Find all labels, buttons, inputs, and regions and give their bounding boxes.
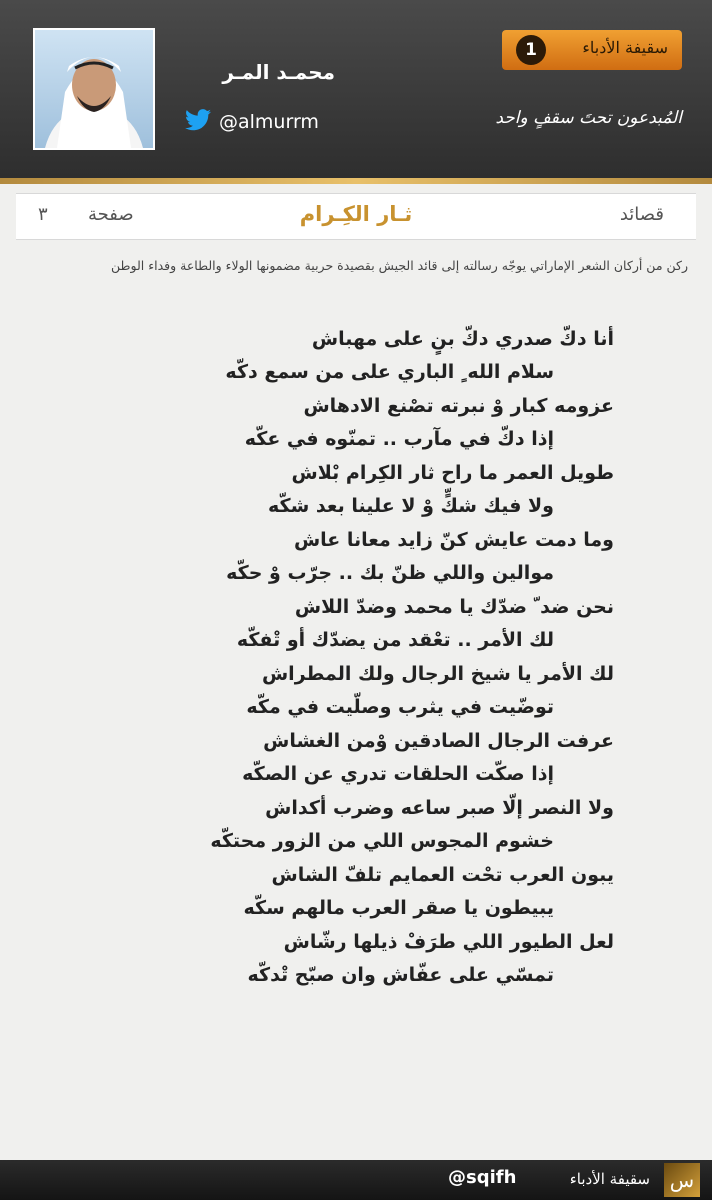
verse-line: لك الأمر يا شيخ الرجال ولك المطراش [261, 663, 614, 685]
footer-site-name: سقيفة الأدباء [569, 1170, 650, 1188]
verse-line: يبون العرب تحْت العمايم تلفّ الشاش [271, 864, 614, 886]
site-slogan: المُبدعون تحتَ سقفٍ واحد [495, 108, 682, 128]
page-number: ٣ [38, 204, 48, 225]
site-logo-icon: س [664, 1163, 700, 1197]
author-name: محمـد المـر [222, 60, 335, 84]
verse-line: لك الأمر .. تعْقد من يضدّك أو تْفكّه [236, 629, 554, 651]
verse-line: موالين واللي ظنّ بك .. جرّب وْ حكّه [226, 562, 554, 584]
author-photo [33, 28, 155, 150]
verse-line: لعل الطيور اللي طرَفْ ذيلها رشّاش [283, 931, 614, 953]
verse-line: ولا النصر إلّا صبر ساعه وضرب أكداش [265, 797, 614, 819]
badge-number: 1 [516, 35, 546, 65]
verse-line: توضّيت في يثرب وصلّيت في مكّه [246, 696, 554, 718]
verse-line: إذا دكّ في مآرب .. تمنّوه في عكّه [244, 428, 554, 450]
verse-line: تمسّي على عفّاش وان صبّح تْدكّه [247, 964, 554, 986]
twitter-handle: @almurrm [219, 111, 319, 133]
verse-line: وما دمت عايش كنّ زايد معانا عاش [293, 529, 614, 551]
poem-description: ركن من أركان الشعر الإماراتي يوجّه رسالته إلى قائد الجيش بقصيدة حربية مضمونها الولاء والطاعة وفداء الوطن [111, 258, 688, 273]
page-label: صفحة [88, 204, 134, 225]
site-badge [502, 30, 682, 70]
title-bar [16, 193, 696, 240]
category-label: قصائد [619, 204, 664, 225]
verse-line: أنا دكّ صدري دكّ بنٍ على مهباش [311, 328, 614, 350]
footer-bar [0, 1160, 712, 1200]
twitter-bird-icon [185, 109, 211, 135]
twitter-handle-row[interactable] [185, 108, 319, 136]
verse-line: عرفت الرجال الصادقين وْمن الغشاش [263, 730, 614, 752]
verse-line: ولا فيك شكٍّ وْ لا علينا بعد شكّه [268, 495, 554, 517]
verse-line: خشوم المجوس اللي من الزور محتكّه [210, 830, 554, 852]
poem-title: ثـار الكِـرام [299, 202, 413, 226]
header-banner [0, 0, 712, 178]
gold-divider [0, 178, 712, 184]
badge-label: سقيفة الأدباء [582, 38, 668, 57]
verse-line: سلام الله ٍ الباري على من سمع دكّه [225, 361, 554, 383]
verse-line: إذا صكّت الحلقات تدري عن الصكّه [242, 763, 554, 785]
footer-handle[interactable]: @sqifh [448, 1167, 517, 1188]
verse-line: طويل العمر ما راح ثار الكِرام بْلاش [291, 462, 614, 484]
verse-line: يبيطون يا صقر العرب مالهم سكّه [243, 897, 554, 919]
verse-line: نحن ضد ّ ضدّك يا محمد وضدّ اللاش [294, 596, 614, 618]
verse-line: عزومه كبار وْ نبرته تصْنع الادهاش [303, 395, 614, 417]
